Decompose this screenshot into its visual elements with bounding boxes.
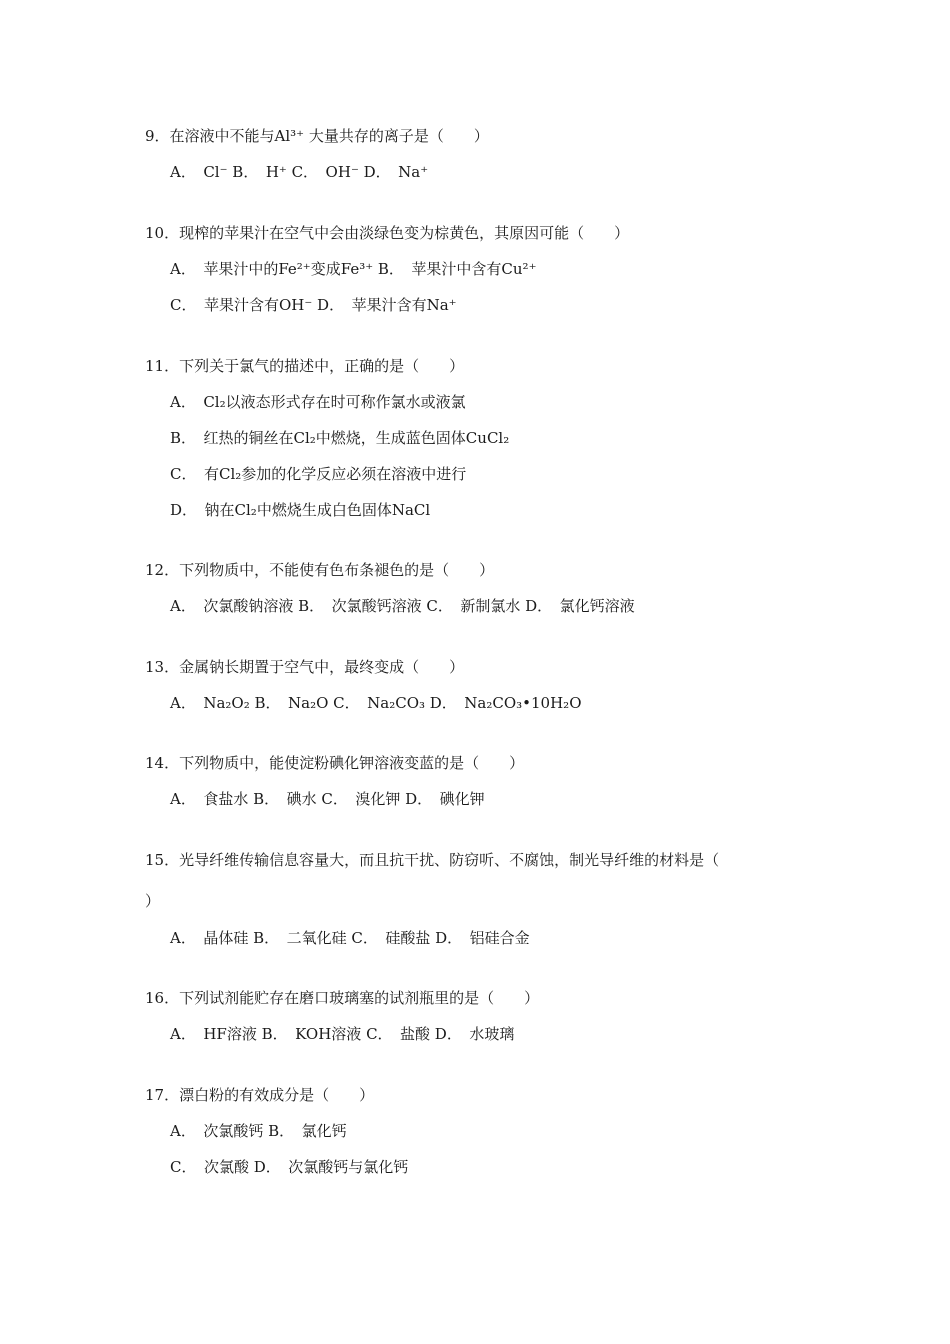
- question-15-options: A． 晶体硅 B． 二氧化硅 C． 硅酸盐 D． 铝硅合金: [170, 929, 530, 947]
- question-15-stem: 15．光导纤维传输信息容量大，而且抗干扰、防窃听、不腐蚀，制光导纤维的材料是（: [145, 851, 720, 869]
- question-17-options-ab: A． 次氯酸钙 B． 氯化钙: [170, 1122, 347, 1140]
- question-9-options: A． Cl⁻ B． H⁺ C． OH⁻ D． Na⁺: [170, 163, 429, 181]
- question-16-options: A． HF溶液 B． KOH溶液 C． 盐酸 D． 水玻璃: [170, 1025, 515, 1043]
- question-14-stem: 14．下列物质中，能使淀粉碘化钾溶液变蓝的是（ ）: [145, 754, 525, 772]
- question-11-option-b: B． 红热的铜丝在Cl₂中燃烧，生成蓝色固体CuCl₂: [170, 429, 510, 447]
- question-11-stem: 11．下列关于氯气的描述中，正确的是（ ）: [145, 357, 465, 375]
- question-12-stem: 12．下列物质中，不能使有色布条褪色的是（ ）: [145, 561, 495, 579]
- question-9-stem: 9．在溶液中不能与Al³⁺ 大量共存的离子是（ ）: [145, 127, 489, 145]
- question-15-stem-closing: ）: [145, 892, 161, 910]
- question-11-option-c: C． 有Cl₂参加的化学反应必须在溶液中进行: [170, 465, 467, 483]
- question-12-options: A． 次氯酸钠溶液 B． 次氯酸钙溶液 C． 新制氯水 D． 氯化钙溶液: [170, 597, 635, 615]
- question-11-option-d: D． 钠在Cl₂中燃烧生成白色固体NaCl: [170, 501, 431, 519]
- question-10-stem: 10．现榨的苹果汁在空气中会由淡绿色变为棕黄色，其原因可能（ ）: [145, 224, 630, 242]
- question-11-option-a: A． Cl₂以液态形式存在时可称作氯水或液氯: [170, 393, 466, 411]
- question-13-stem: 13．金属钠长期置于空气中，最终变成（ ）: [145, 658, 465, 676]
- question-10-options-cd: C． 苹果汁含有OH⁻ D． 苹果汁含有Na⁺: [170, 296, 457, 314]
- question-10-options-ab: A． 苹果汁中的Fe²⁺变成Fe³⁺ B． 苹果汁中含有Cu²⁺: [170, 260, 537, 278]
- question-14-options: A． 食盐水 B． 碘水 C． 溴化钾 D． 碘化钾: [170, 790, 485, 808]
- question-17-options-cd: C． 次氯酸 D． 次氯酸钙与氯化钙: [170, 1158, 409, 1176]
- question-16-stem: 16．下列试剂能贮存在磨口玻璃塞的试剂瓶里的是（ ）: [145, 989, 540, 1007]
- question-17-stem: 17．漂白粉的有效成分是（ ）: [145, 1086, 375, 1104]
- question-13-options: A． Na₂O₂ B． Na₂O C． Na₂CO₃ D． Na₂CO₃•10H₂O: [170, 694, 582, 712]
